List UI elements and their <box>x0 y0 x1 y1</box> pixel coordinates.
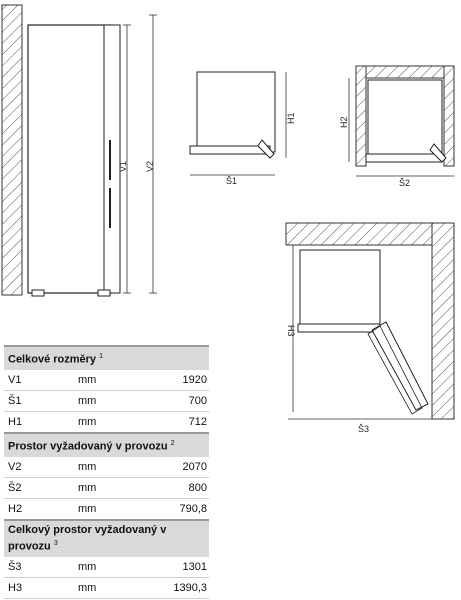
label-s1: Š1 <box>226 176 238 186</box>
label-v1: V1 <box>118 160 128 172</box>
table-operating-space <box>4 432 209 520</box>
label-h2: H2 <box>339 116 349 128</box>
table-row: Š3 mm 1301 <box>4 557 209 578</box>
table-row: Š1 mm 700 <box>4 391 209 412</box>
top-view-niche <box>339 66 454 188</box>
table-row: H1 mm 712 <box>4 412 209 433</box>
table-title: Celkové rozměry $^1$ <box>4 345 209 370</box>
table-row: Š2 mm 800 <box>4 478 209 499</box>
top-view-door-open <box>286 223 454 434</box>
table-row: V1 mm 1920 <box>4 370 209 391</box>
label-s2: Š2 <box>399 178 411 188</box>
label-h1: H1 <box>286 112 296 124</box>
table-row: V2 mm 2070 <box>4 457 209 478</box>
table-total-operating-space <box>4 519 209 599</box>
table-row: H3 mm 1390,3 <box>4 578 209 599</box>
table-overall-dimensions <box>4 345 209 433</box>
label-h3: H3 <box>286 325 296 337</box>
table-row: H2 mm 790,8 <box>4 499 209 520</box>
table-title: Celkový prostor vyžadovaný v provozu $^3$ <box>4 519 209 557</box>
top-view-width-depth <box>190 72 296 186</box>
label-v2: V2 <box>145 160 155 172</box>
side-view <box>2 5 157 296</box>
label-s3: Š3 <box>358 424 370 434</box>
table-title: Prostor vyžadovaný v provozu $^2$ <box>4 432 209 457</box>
